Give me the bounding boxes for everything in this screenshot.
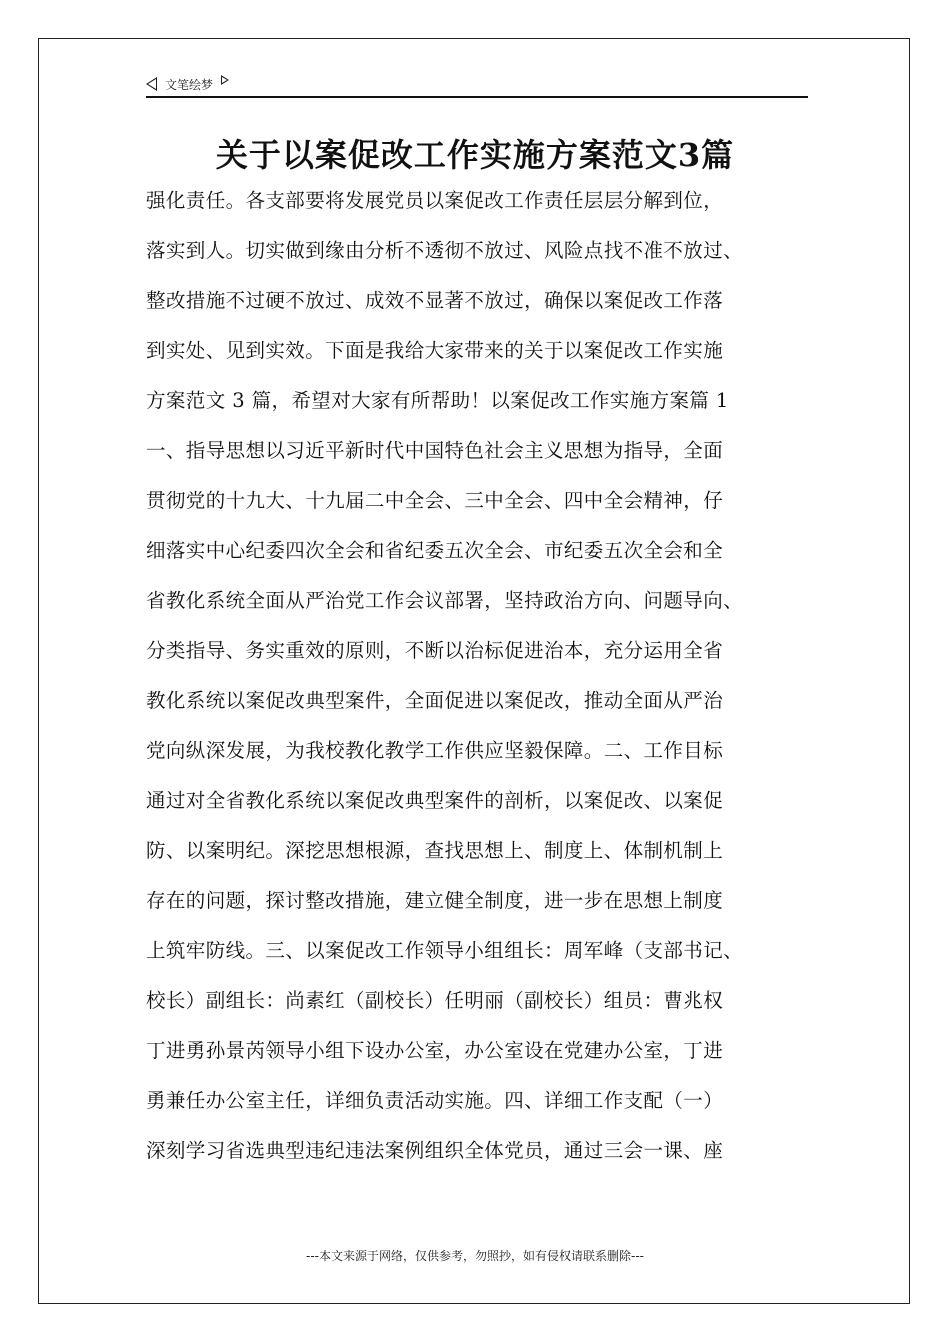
- page-header: [146, 72, 808, 98]
- body-line: 方案范文 3 篇，希望对大家有所帮助！以案促改工作实施方案篇 1: [146, 389, 729, 412]
- document-title: 关于以案促改工作实施方案范文3篇: [215, 136, 735, 174]
- body-line: 通过对全省教化系统以案促改典型案件的剖析，以案促改、以案促: [146, 789, 724, 812]
- body-line: 强化责任。各支部要将发展党员以案促改工作责任层层分解到位，: [146, 189, 724, 212]
- body-line: 校长）副组长：尚素红（副校长）任明丽（副校长）组员：曹兆权: [146, 989, 724, 1012]
- body-line: 深刻学习省选典型违纪违法案例组织全体党员，通过三会一课、座: [146, 1139, 724, 1162]
- body-line: 整改措施不过硬不放过、成效不显著不放过，确保以案促改工作落: [146, 289, 724, 312]
- body-line: 勇兼任办公室主任，详细负责活动实施。四、详细工作支配（一）: [146, 1089, 724, 1112]
- body-line: 到实处、见到实效。下面是我给大家带来的关于以案促改工作实施: [146, 339, 724, 362]
- body-line: 贯彻党的十九大、十九届二中全会、三中全会、四中全会精神，仔: [146, 489, 724, 512]
- body-line: 一、指导思想以习近平新时代中国特色社会主义思想为指导，全面: [146, 439, 724, 462]
- body-line: 分类指导、务实重效的原则，不断以治标促进治本，充分运用全省: [146, 639, 724, 662]
- triangle-right-icon: [221, 75, 229, 85]
- document-body: [146, 176, 826, 1176]
- footer-notice: ---本文来源于网络，仅供参考，勿照抄，如有侵权请联系删除---: [306, 1249, 644, 1263]
- body-line: 丁进勇孙景芮领导小组下设办公室，办公室设在党建办公室，丁进: [146, 1039, 724, 1062]
- body-line: 存在的问题，探讨整改措施，建立健全制度，进一步在思想上制度: [146, 889, 724, 912]
- body-line: 省教化系统全面从严治党工作会议部署，坚持政治方向、问题导向、: [146, 589, 744, 612]
- header-brand: 文笔绘梦: [165, 77, 214, 92]
- body-line: 防、以案明纪。深挖思想根源，查找思想上、制度上、体制机制上: [146, 839, 724, 862]
- body-line: 落实到人。切实做到缘由分析不透彻不放过、风险点找不准不放过、: [146, 239, 744, 262]
- body-line: 细落实中心纪委四次全会和省纪委五次全会、市纪委五次全会和全: [146, 539, 724, 562]
- body-line: 教化系统以案促改典型案件，全面促进以案促改，推动全面从严治: [146, 689, 724, 712]
- triangle-left-icon: [146, 77, 157, 91]
- body-line: 上筑牢防线。三、以案促改工作领导小组组长：周军峰（支部书记、: [146, 939, 744, 962]
- body-line: 党向纵深发展，为我校教化教学工作供应坚毅保障。二、工作目标: [146, 739, 724, 762]
